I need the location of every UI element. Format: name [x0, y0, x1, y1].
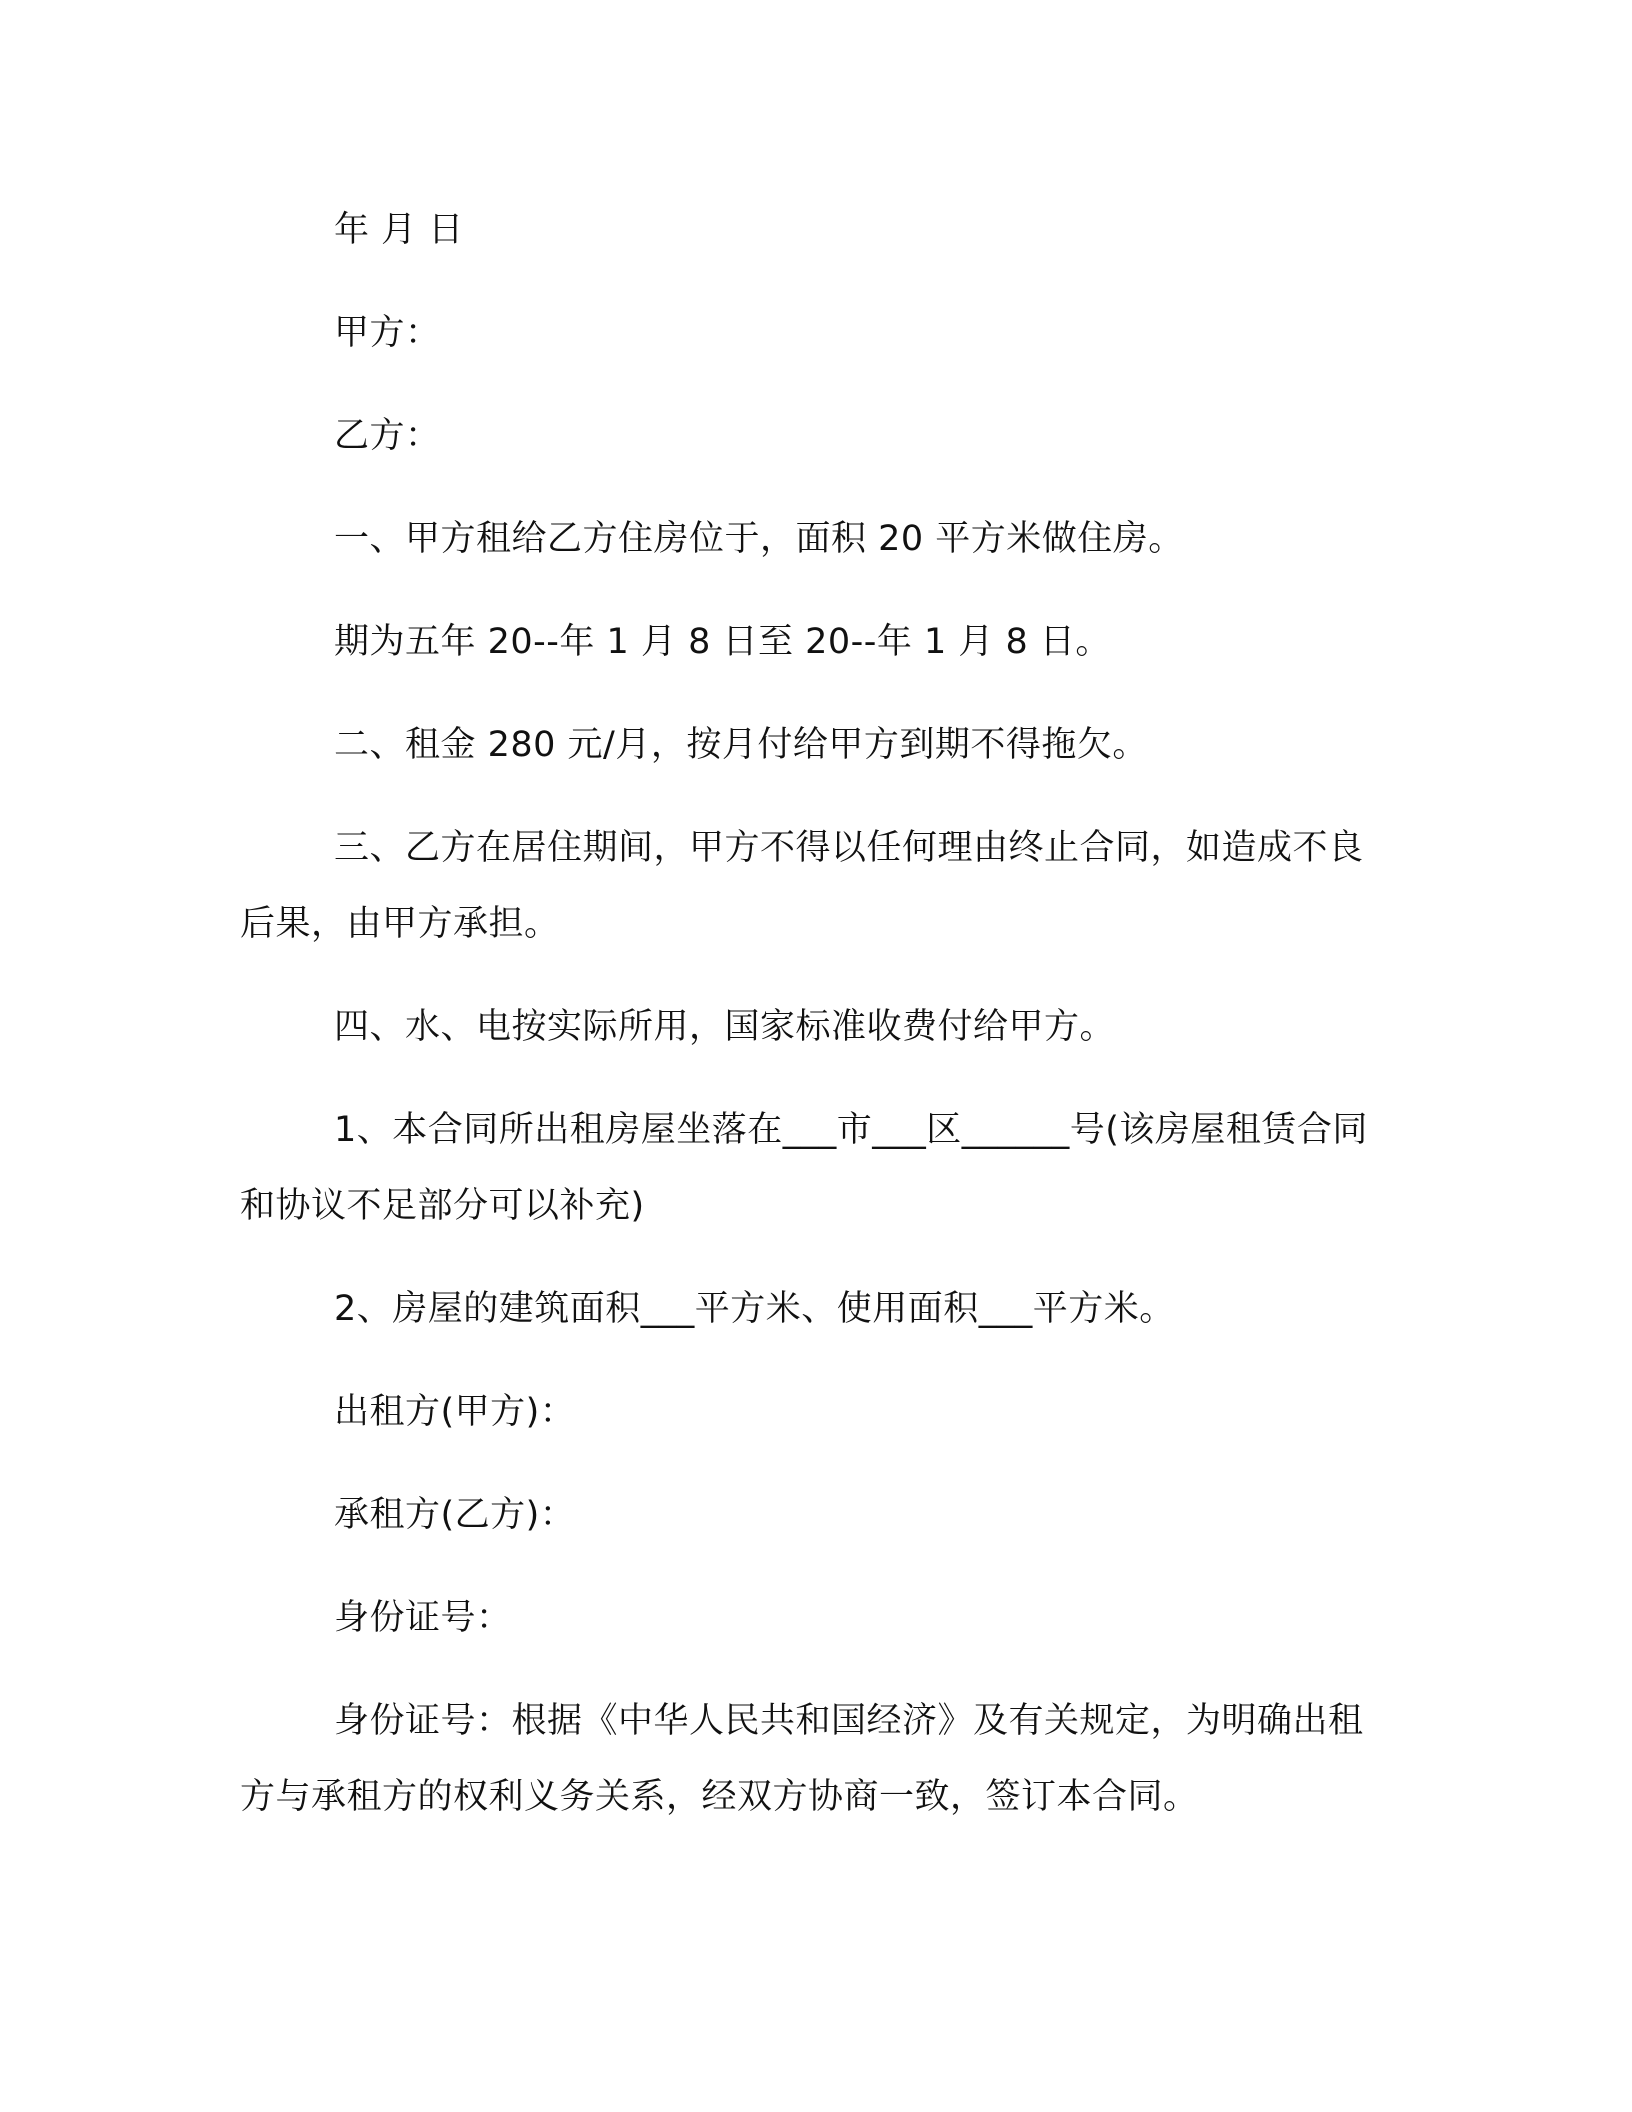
clause-3-termination: 三、乙方在居住期间，甲方不得以任何理由终止合同，如造成不良后果，由甲方承担。 [240, 828, 1364, 944]
date-line: 年 月 日 [334, 210, 464, 250]
lease-term-line: 期为五年 20--年 1 月 8 日至 20--年 1 月 8 日。 [334, 622, 1111, 662]
item-2-area: 2、房屋的建筑面积___平方米、使用面积___平方米。 [334, 1289, 1175, 1329]
item-1-location: 1、本合同所出租房屋坐落在___市___区______号(该房屋租赁合同和协议不足部分可以补充) [240, 1110, 1368, 1226]
legal-basis-paragraph: 身份证号：根据《中华人民共和国经济》及有关规定，为明确出租方与承租方的权利义务关系，经双方协商一致，签订本合同。 [240, 1701, 1364, 1817]
clause-1-housing: 一、甲方租给乙方住房位于，面积 20 平方米做住房。 [334, 519, 1184, 559]
party-b-line: 乙方： [334, 416, 441, 456]
lessee-signature-line: 承租方(乙方)： [334, 1495, 576, 1535]
clause-4-utilities: 四、水、电按实际所用，国家标准收费付给甲方。 [334, 1007, 1116, 1047]
id-number-line: 身份证号： [334, 1598, 512, 1638]
party-a-line: 甲方： [334, 313, 441, 353]
lessor-signature-line: 出租方(甲方)： [334, 1392, 576, 1432]
document-body [240, 192, 1376, 1862]
clause-2-rent: 二、租金 280 元/月，按月付给甲方到期不得拖欠。 [334, 725, 1148, 765]
